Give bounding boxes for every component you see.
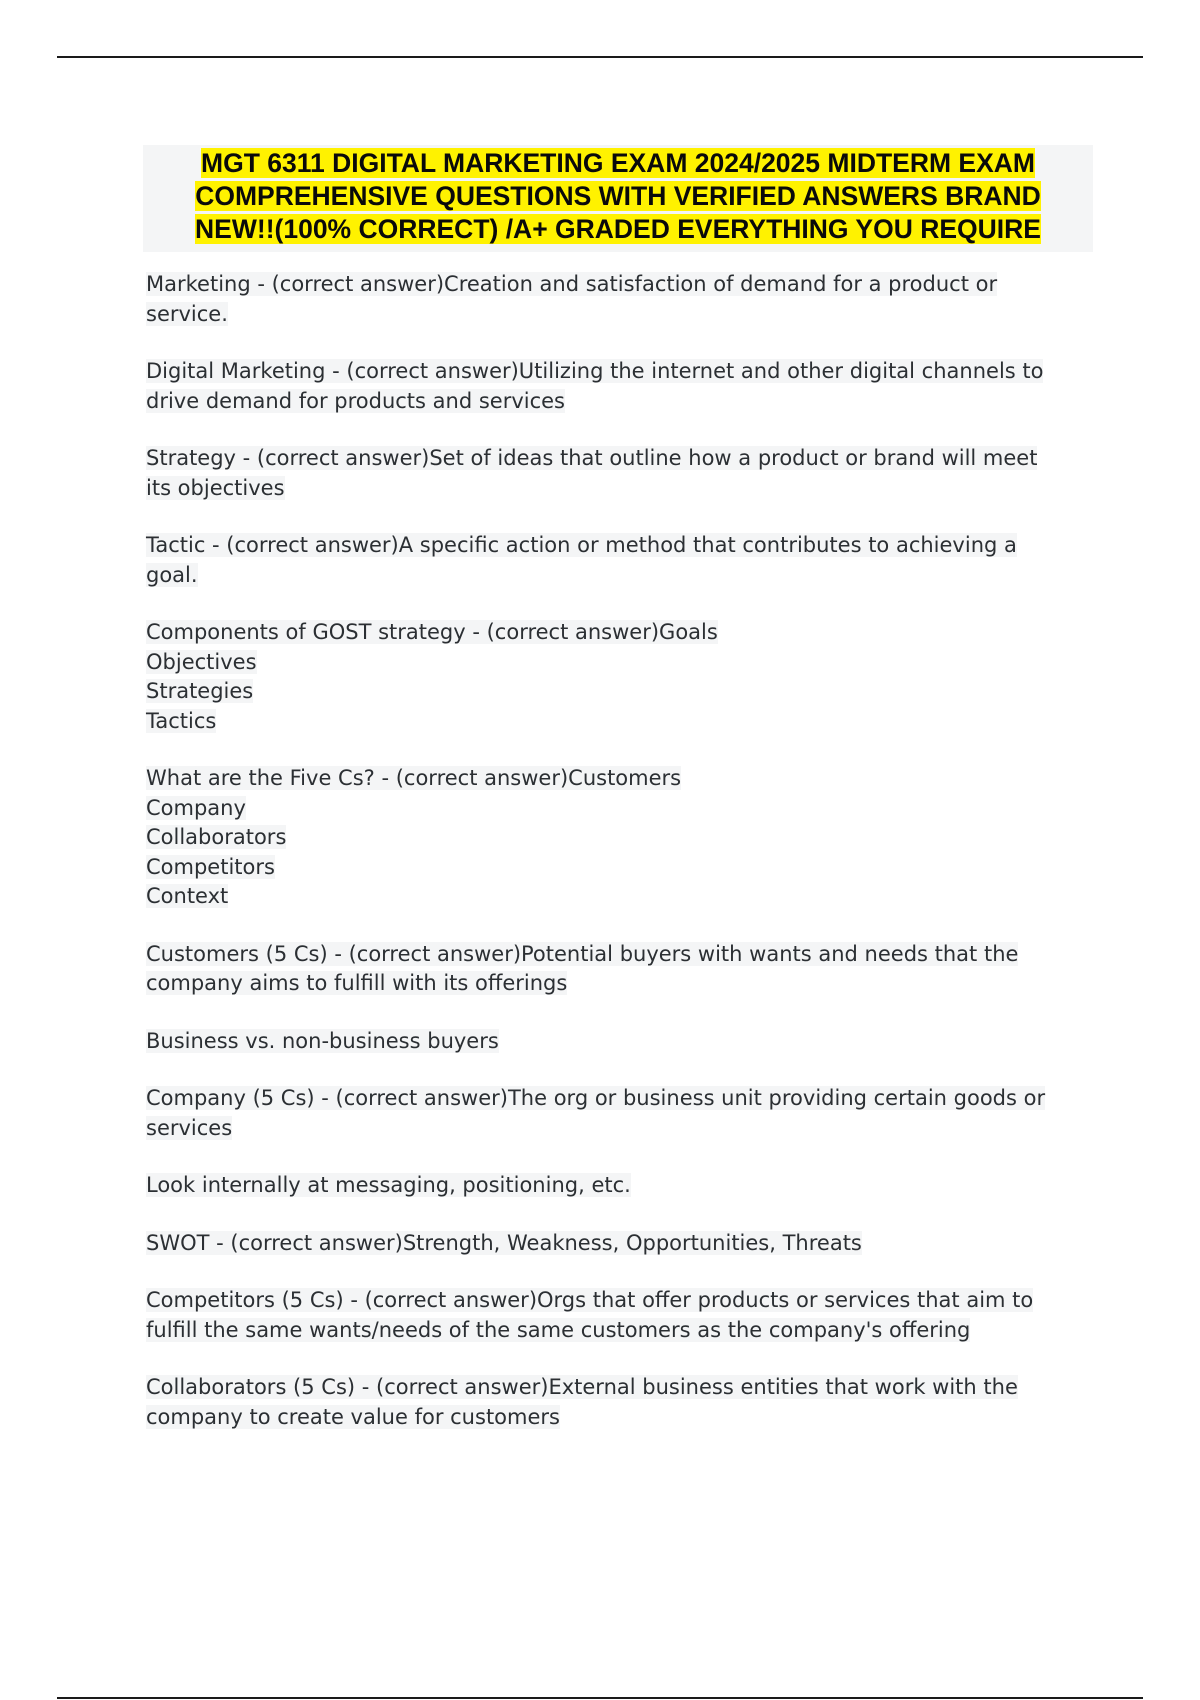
entry-spacer [146,416,1096,444]
entry-spacer [146,1258,1096,1286]
qa-entry-text: Strategy - (correct answer)Set of ideas that outline how a product or brand will meet [146,446,1038,470]
bottom-rule [57,1697,1143,1699]
qa-entry-line [146,270,1096,300]
qa-entry-line [146,882,1096,912]
entry-spacer [146,1345,1096,1373]
entry-spacer [146,1056,1096,1084]
title-line-1: MGT 6311 DIGITAL MARKETING EXAM 2024/2025 MIDTERM EXAM [201,148,1035,178]
qa-entry-text: Tactic - (correct answer)A specific action or method that contributes to achieving a [146,533,1017,557]
qa-entry-text: Business vs. non-business buyers [146,1028,499,1053]
qa-entry-text: Competitors [146,854,275,879]
qa-entry [146,444,1096,503]
qa-entry-text: its objectives [146,475,285,500]
qa-entry-text: Company [146,795,246,820]
qa-entry [146,270,1096,329]
qa-entry-line [146,1171,1096,1201]
entry-spacer [146,999,1096,1027]
qa-entry-text: goal. [146,562,198,587]
qa-entry-text: Context [146,884,229,908]
entry-spacer [146,329,1096,357]
qa-entry [146,940,1096,999]
qa-entry-text: Objectives [146,649,257,674]
qa-list [146,270,1096,1432]
qa-entry [146,618,1096,736]
qa-entry-line [146,1403,1096,1433]
qa-entry-line [146,561,1096,591]
qa-entry-line [146,387,1096,417]
qa-entry-text: Collaborators (5 Cs) - (correct answer)External business entities that work with the [146,1375,1018,1399]
qa-entry-text: company to create value for customers [146,1404,560,1429]
qa-entry-line [146,823,1096,853]
title-line-2: COMPREHENSIVE QUESTIONS WITH VERIFIED ANSWERS BRAND [195,181,1041,211]
qa-entry-text: Customers (5 Cs) - (correct answer)Potential buyers with wants and needs that the [146,941,1019,966]
qa-entry-text: Strategies [146,679,254,703]
qa-entry-text: drive demand for products and services [146,388,565,413]
qa-entry-line [146,618,1096,648]
qa-entry [146,1286,1096,1345]
entry-spacer [146,590,1096,618]
qa-entry-line [146,707,1096,737]
qa-entry-text: services [146,1115,233,1140]
qa-entry [146,764,1096,912]
qa-entry-line [146,1084,1096,1114]
qa-entry-text: What are the Five Cs? - (correct answer)Customers [146,766,682,790]
qa-entry-line [146,969,1096,999]
qa-entry-line [146,474,1096,504]
qa-entry-line [146,940,1096,970]
qa-entry-line [146,677,1096,707]
entry-spacer [146,1143,1096,1171]
qa-entry-line [146,1373,1096,1403]
qa-entry-text: Components of GOST strategy - (correct answer)Goals [146,620,718,644]
qa-entry-line [146,357,1096,387]
qa-entry-line [146,1114,1096,1144]
qa-entry-line [146,1286,1096,1316]
title-line-3: NEW!!(100% CORRECT) /A+ GRADED EVERYTHING YOU REQUIRE [195,214,1041,244]
qa-entry-line [146,764,1096,794]
qa-entry [146,1171,1096,1201]
qa-entry-line [146,1316,1096,1346]
qa-entry-text: Company (5 Cs) - (correct answer)The org or business unit providing certain goods or [146,1086,1046,1110]
qa-entry-text: Look internally at messaging, positioning, etc. [146,1173,631,1197]
qa-entry-line [146,794,1096,824]
qa-entry-text: Collaborators [146,825,287,849]
qa-entry-line [146,1229,1096,1259]
qa-entry-text: Digital Marketing - (correct answer)Utilizing the internet and other digital channels to [146,359,1044,383]
document-title [143,145,1093,252]
entry-spacer [146,736,1096,764]
qa-entry-line [146,531,1096,561]
top-rule [57,56,1143,58]
qa-entry [146,1084,1096,1143]
entry-spacer [146,912,1096,940]
qa-entry [146,357,1096,416]
qa-entry-line [146,1027,1096,1057]
qa-entry-text: company aims to fulfill with its offerings [146,971,568,995]
qa-entry-line [146,300,1096,330]
qa-entry-line [146,444,1096,474]
qa-entry-text: Tactics [146,708,217,733]
qa-entry [146,1027,1096,1057]
qa-entry-line [146,648,1096,678]
qa-entry-text: fulfill the same wants/needs of the same customers as the company's offering [146,1317,971,1342]
qa-entry-text: service. [146,301,228,326]
entry-spacer [146,503,1096,531]
qa-entry-text: SWOT - (correct answer)Strength, Weakness, Opportunities, Threats [146,1230,862,1255]
qa-entry-text: Marketing - (correct answer)Creation and satisfaction of demand for a product or [146,272,998,296]
qa-entry [146,531,1096,590]
qa-entry [146,1373,1096,1432]
qa-entry-text: Competitors (5 Cs) - (correct answer)Orgs that offer products or services that aim to [146,1288,1034,1312]
qa-entry-line [146,853,1096,883]
qa-entry [146,1229,1096,1259]
entry-spacer [146,1201,1096,1229]
